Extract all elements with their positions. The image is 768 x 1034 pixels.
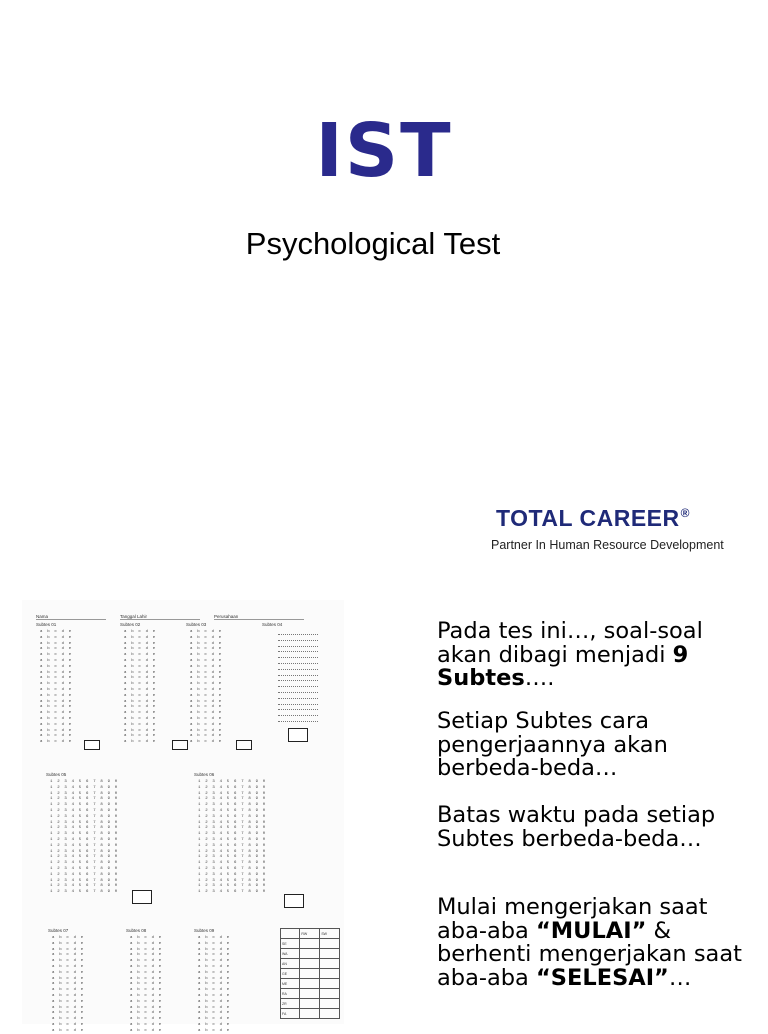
answer-line-pattern [278,651,318,652]
answer-row-pattern: a b c d e [190,630,222,634]
answer-row-pattern: a b c d e [130,947,162,952]
answer-line-pattern [278,704,318,705]
answer-row-pattern: a b c d e [190,676,222,681]
subtest-label: Subtes 09 [194,928,215,933]
subtest-label: Subtes 08 [126,928,147,933]
subtest-label: Subtes 02 [120,622,141,627]
answer-row-pattern: a b c d e [130,976,162,981]
answer-row-pattern: a b c d e [190,693,222,698]
answer-row-pattern: a b c d e [52,1017,84,1022]
answer-row-pattern: 1 2 3 4 5 6 7 8 9 0 [198,803,266,808]
answer-row-pattern: a b c d e [124,699,156,704]
answer-row-pattern: 1 2 3 4 5 6 7 8 9 0 [198,872,266,877]
sheet-header-company: Perusahaan [214,614,304,620]
answer-row-pattern: a b c d e [198,994,230,998]
answer-row-pattern: 1 2 3 4 5 6 7 8 9 0 [198,826,266,831]
answer-row-pattern: a b c d e [124,653,156,658]
answer-line-pattern [278,663,318,664]
sheet-header-dob: Tanggal Lahir [120,614,200,620]
answer-row-pattern: a b c d e [124,635,156,640]
answer-row-pattern: a b c d e [130,1023,162,1027]
answer-row-pattern: a b c d e [130,1028,162,1033]
answer-line-pattern [278,680,318,681]
brand-tagline: Partner In Human Resource Development [491,538,724,552]
answer-row-pattern: a b c d e [52,1005,84,1010]
answer-row-pattern: a b c d e [40,653,72,658]
answer-row-pattern: a b c d e [40,705,72,710]
answer-row-pattern: a b c d e [130,999,162,1004]
answer-line-pattern [278,698,318,699]
answer-row-pattern: 1 2 3 4 5 6 7 8 9 0 [50,797,118,802]
answer-row-pattern: a b c d e [198,982,230,987]
answer-row-pattern: a b c d e [198,976,230,981]
answer-row-pattern: a b c d e [130,1011,162,1016]
answer-line-pattern [278,640,318,641]
answer-row-pattern: 1 2 3 4 5 6 7 8 9 0 [50,855,118,860]
answer-row-pattern: a b c d e [124,682,156,687]
answer-row-pattern: 1 2 3 4 5 6 7 8 9 0 [50,803,118,808]
answer-row-pattern: a b c d e [52,1011,84,1016]
answer-row-pattern: a b c d e [190,734,222,739]
answer-row-pattern: a b c d e [52,953,84,958]
answer-line-pattern [278,715,318,716]
instruction-time-limit: Batas waktu pada setiap Subtes berbeda-beda… [437,802,716,852]
answer-row-pattern: 1 2 3 4 5 6 7 8 9 0 [50,785,118,790]
answer-line-pattern [278,709,318,710]
score-row: WA [281,949,300,959]
answer-row-pattern: a b c d e [40,717,72,721]
answer-row-pattern: a b c d e [40,711,72,716]
answer-row-pattern: a b c d e [190,705,222,710]
answer-row-pattern: 1 2 3 4 5 6 7 8 9 0 [50,861,118,866]
answer-row-pattern: a b c d e [130,965,162,969]
answer-row-pattern: a b c d e [190,682,222,687]
answer-row-pattern: a b c d e [190,728,222,733]
answer-row-pattern: a b c d e [190,688,222,692]
answer-row-pattern: a b c d e [124,676,156,681]
answer-row-pattern: 1 2 3 4 5 6 7 8 9 0 [198,878,266,883]
answer-row-pattern: a b c d e [52,970,84,975]
answer-row-pattern: 1 2 3 4 5 6 7 8 9 0 [50,814,118,819]
brand-logo [496,505,690,532]
answer-row-pattern: 1 2 3 4 5 6 7 8 9 0 [198,884,266,889]
answer-row-pattern: a b c d e [190,717,222,721]
answer-row-pattern: 1 2 3 4 5 6 7 8 9 0 [198,814,266,819]
score-row: FA [281,1009,300,1019]
answer-line-pattern [278,669,318,670]
answer-row-pattern: a b c d e [198,953,230,958]
answer-row-pattern: a b c d e [130,994,162,998]
score-box [236,740,252,750]
answer-row-pattern: a b c d e [124,664,156,669]
answer-row-pattern: a b c d e [190,722,222,727]
answer-row-pattern: a b c d e [52,947,84,952]
answer-row-pattern: 1 2 3 4 5 6 7 8 9 0 [198,785,266,790]
answer-row-pattern: 1 2 3 4 5 6 7 8 9 0 [50,867,118,871]
answer-row-pattern: 1 2 3 4 5 6 7 8 9 0 [198,791,266,796]
score-row: ZR [281,999,300,1009]
answer-row-pattern: a b c d e [198,1017,230,1022]
instruction-different-methods: Setiap Subtes cara pengerjaannya akan berbeda-beda… [437,708,668,781]
answer-row-pattern: 1 2 3 4 5 6 7 8 9 0 [50,780,118,784]
answer-row-pattern: a b c d e [40,647,72,652]
answer-row-pattern: a b c d e [40,699,72,704]
answer-row-pattern: a b c d e [124,728,156,733]
answer-line-pattern [278,692,318,693]
score-row: RA [281,989,300,999]
answer-row-pattern: a b c d e [124,705,156,710]
answer-row-pattern: a b c d e [52,988,84,993]
sheet-header-name: Nama [36,614,106,620]
slide-title: IST [315,108,453,194]
answer-row-pattern: 1 2 3 4 5 6 7 8 9 0 [50,878,118,883]
answer-row-pattern: 1 2 3 4 5 6 7 8 9 0 [198,867,266,871]
answer-row-pattern: a b c d e [198,965,230,969]
answer-row-pattern: a b c d e [198,941,230,946]
answer-row-pattern: a b c d e [190,653,222,658]
answer-row-pattern: a b c d e [40,670,72,675]
answer-row-pattern: a b c d e [130,953,162,958]
answer-row-pattern: a b c d e [52,982,84,987]
answer-row-pattern: a b c d e [190,740,222,745]
answer-row-pattern: a b c d e [52,976,84,981]
answer-row-pattern: a b c d e [190,699,222,704]
answer-row-pattern: 1 2 3 4 5 6 7 8 9 0 [198,797,266,802]
score-col: RW [300,929,320,939]
answer-row-pattern: a b c d e [130,988,162,993]
answer-row-pattern: 1 2 3 4 5 6 7 8 9 0 [198,809,266,813]
subtest-label: Subtes 04 [262,622,283,627]
answer-row-pattern: 1 2 3 4 5 6 7 8 9 0 [50,849,118,854]
answer-row-pattern: a b c d e [198,1005,230,1010]
score-box [132,890,152,904]
answer-row-pattern: a b c d e [40,734,72,739]
answer-row-pattern: 1 2 3 4 5 6 7 8 9 0 [198,861,266,866]
answer-line-pattern [278,721,318,722]
answer-row-pattern: a b c d e [40,630,72,634]
answer-row-pattern: 1 2 3 4 5 6 7 8 9 0 [198,843,266,848]
subtest-label: Subtes 05 [46,772,67,777]
answer-row-pattern: a b c d e [124,711,156,716]
answer-row-pattern: a b c d e [190,670,222,675]
subtest-label: Subtes 06 [194,772,215,777]
answer-row-pattern: 1 2 3 4 5 6 7 8 9 0 [198,780,266,784]
subtest-label: Subtes 01 [36,622,57,627]
answer-row-pattern: a b c d e [40,641,72,646]
answer-row-pattern: a b c d e [40,722,72,727]
answer-row-pattern: a b c d e [198,1028,230,1033]
answer-line-pattern [278,646,318,647]
answer-row-pattern: a b c d e [190,641,222,646]
answer-line-pattern [278,675,318,676]
answer-row-pattern: 1 2 3 4 5 6 7 8 9 0 [50,826,118,831]
answer-row-pattern: 1 2 3 4 5 6 7 8 9 0 [198,838,266,842]
score-table [280,928,340,1019]
answer-row-pattern: a b c d e [40,664,72,669]
answer-row-pattern: a b c d e [52,1028,84,1033]
answer-row-pattern: 1 2 3 4 5 6 7 8 9 0 [50,838,118,842]
answer-row-pattern: a b c d e [124,659,156,663]
score-box [288,728,308,742]
answer-row-pattern: a b c d e [124,630,156,634]
answer-row-pattern: a b c d e [198,999,230,1004]
answer-row-pattern: a b c d e [52,941,84,946]
answer-row-pattern: a b c d e [124,688,156,692]
answer-row-pattern: a b c d e [198,970,230,975]
answer-row-pattern: 1 2 3 4 5 6 7 8 9 0 [198,849,266,854]
answer-row-pattern: a b c d e [52,994,84,998]
answer-row-pattern: 1 2 3 4 5 6 7 8 9 0 [50,872,118,877]
answer-row-pattern: 1 2 3 4 5 6 7 8 9 0 [198,820,266,825]
answer-sheet-image [22,600,344,1033]
answer-row-pattern: a b c d e [130,941,162,946]
slide-subtitle: Psychological Test [245,226,501,261]
answer-row-pattern: a b c d e [198,1011,230,1016]
answer-row-pattern: a b c d e [124,740,156,745]
score-row: GE [281,969,300,979]
answer-row-pattern: a b c d e [124,693,156,698]
answer-row-pattern: a b c d e [52,959,84,964]
answer-row-pattern: a b c d e [52,1023,84,1027]
answer-row-pattern: 1 2 3 4 5 6 7 8 9 0 [50,809,118,813]
score-row: ME [281,979,300,989]
answer-row-pattern: 1 2 3 4 5 6 7 8 9 0 [50,832,118,837]
score-col: SW [320,929,340,939]
answer-row-pattern: 1 2 3 4 5 6 7 8 9 0 [50,820,118,825]
answer-row-pattern: a b c d e [190,711,222,716]
answer-row-pattern: a b c d e [198,936,230,940]
answer-row-pattern: a b c d e [124,641,156,646]
answer-row-pattern: a b c d e [130,1005,162,1010]
answer-row-pattern: a b c d e [124,647,156,652]
answer-row-pattern: a b c d e [198,988,230,993]
answer-row-pattern: a b c d e [40,659,72,663]
answer-row-pattern: a b c d e [40,740,72,745]
answer-row-pattern: a b c d e [130,1017,162,1022]
answer-line-pattern [278,686,318,687]
answer-row-pattern: a b c d e [190,659,222,663]
answer-row-pattern: 1 2 3 4 5 6 7 8 9 0 [50,890,118,895]
answer-row-pattern: a b c d e [40,682,72,687]
answer-row-pattern: a b c d e [198,947,230,952]
answer-row-pattern: a b c d e [130,970,162,975]
answer-row-pattern: a b c d e [190,635,222,640]
answer-row-pattern: a b c d e [130,982,162,987]
answer-row-pattern: 1 2 3 4 5 6 7 8 9 0 [50,843,118,848]
answer-row-pattern: a b c d e [40,728,72,733]
answer-row-pattern: a b c d e [40,635,72,640]
score-box [284,894,304,908]
answer-row-pattern: a b c d e [198,959,230,964]
score-row: AN [281,959,300,969]
answer-row-pattern: a b c d e [40,693,72,698]
answer-row-pattern: a b c d e [124,717,156,721]
answer-row-pattern: a b c d e [130,936,162,940]
answer-row-pattern: a b c d e [40,676,72,681]
answer-row-pattern: a b c d e [190,647,222,652]
answer-row-pattern: 1 2 3 4 5 6 7 8 9 0 [198,832,266,837]
subtest-label: Subtes 07 [48,928,69,933]
answer-row-pattern: a b c d e [52,965,84,969]
answer-row-pattern: 1 2 3 4 5 6 7 8 9 0 [198,855,266,860]
answer-line-pattern [278,634,318,635]
answer-row-pattern: 1 2 3 4 5 6 7 8 9 0 [50,791,118,796]
answer-row-pattern: a b c d e [124,734,156,739]
answer-row-pattern: 1 2 3 4 5 6 7 8 9 0 [198,890,266,895]
subtest-label: Subtes 03 [186,622,207,627]
registered-mark: ® [680,506,690,520]
answer-row-pattern: a b c d e [198,1023,230,1027]
answer-row-pattern: a b c d e [52,999,84,1004]
score-row: SE [281,939,300,949]
score-box [172,740,188,750]
answer-row-pattern: a b c d e [190,664,222,669]
answer-row-pattern: 1 2 3 4 5 6 7 8 9 0 [50,884,118,889]
brand-name: TOTAL CAREER [496,505,680,531]
answer-row-pattern: a b c d e [124,670,156,675]
instruction-start-stop: Mulai mengerjakan saat aba-aba “MULAI” & berhenti mengerjakan saat aba-aba “SELESAI”… [437,894,742,991]
instruction-subtest-count: Pada tes ini…, soal-soal akan dibagi menjadi 9 Subtes…. [437,618,703,691]
answer-row-pattern: a b c d e [40,688,72,692]
answer-row-pattern: a b c d e [124,722,156,727]
answer-row-pattern: a b c d e [52,936,84,940]
answer-line-pattern [278,657,318,658]
answer-row-pattern: a b c d e [130,959,162,964]
score-box [84,740,100,750]
